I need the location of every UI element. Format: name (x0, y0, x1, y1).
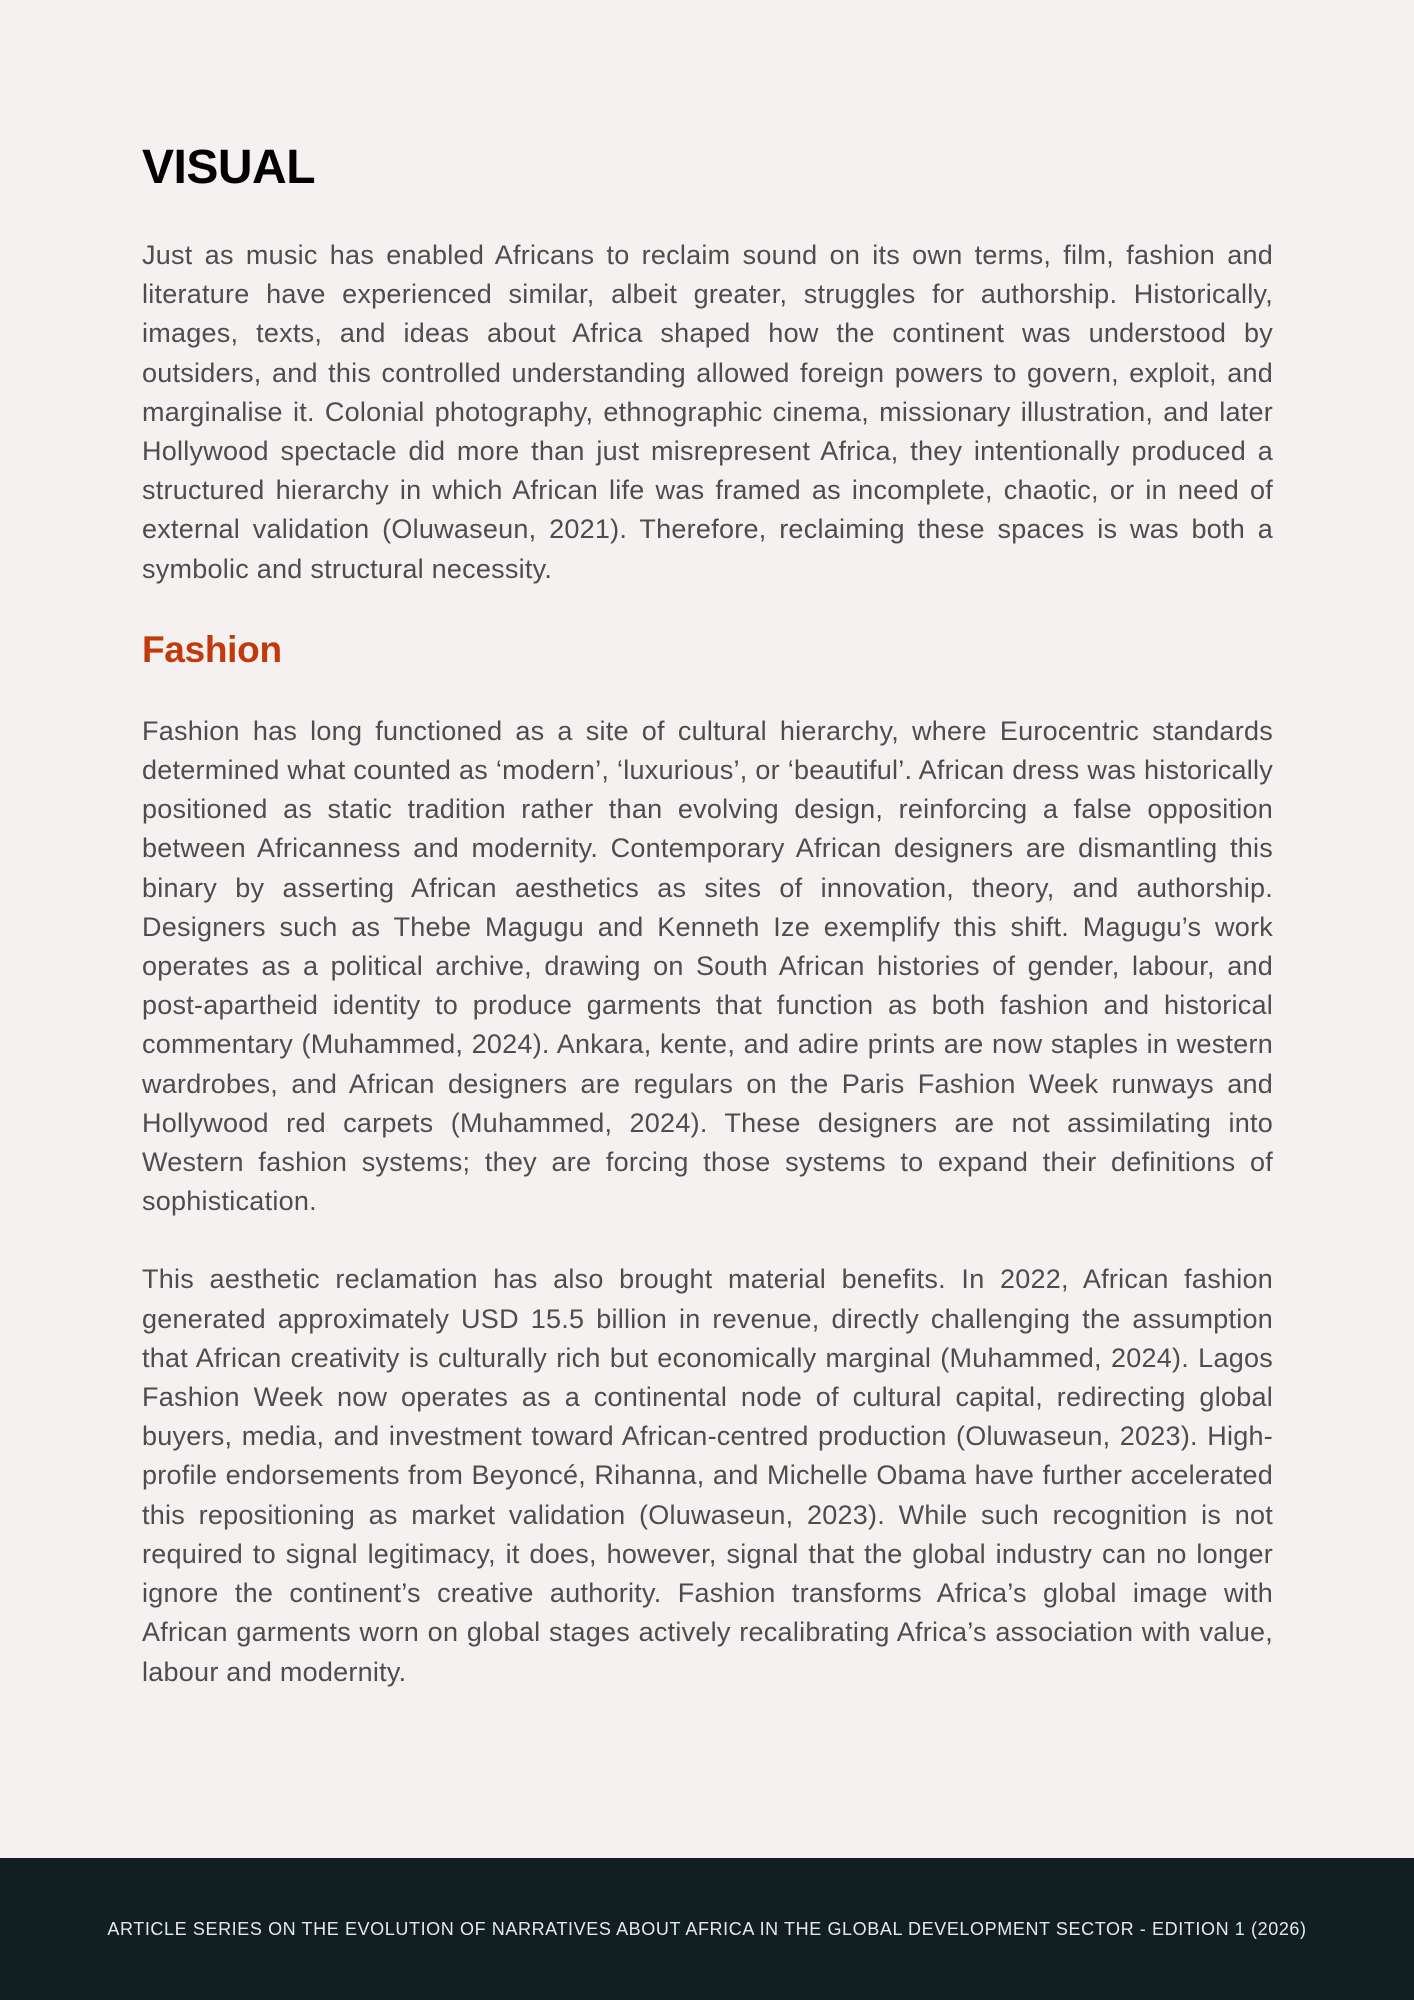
page-footer (0, 1858, 1414, 2000)
intro-paragraph: Just as music has enabled Africans to reclaim sound on its own terms, film, fashion and literature have experienced similar, albeit greater, struggles for authorship. Historically, images, texts, and ideas about Africa shaped how the continent was understood by outsiders, and this controlled understanding allowed foreign powers to govern, exploit, and marginalise it. Colonial photography, ethnographic cinema, missionary illustration, and later Hollywood spectacle did more than just misrepresent Africa, they intentionally produced a structured hierarchy in which African life was framed as incomplete, chaotic, or in need of external validation (Oluwaseun, 2021). Therefore, reclaiming these spaces is was both a symbolic and structural necessity. (142, 240, 1273, 584)
fashion-paragraph-1: Fashion has long functioned as a site of cultural hierarchy, where Eurocentric standards determined what counted as ‘modern’, ‘luxurious’, or ‘beautiful’. African dress was historically positioned as static tradition rather than evolving design, reinforcing a false opposition between Africanness and modernity. Contemporary African designers are dismantling this binary by asserting African aesthetics as sites of innovation, theory, and authorship. Designers such as Thebe Magugu and Kenneth Ize exemplify this shift. Magugu’s work operates as a political archive, drawing on South African histories of gender, labour, and post-apartheid identity to produce garments that function as both fashion and historical commentary (Muhammed, 2024). Ankara, kente, and adire prints are now staples in western wardrobes, and African designers are regulars on the Paris Fashion Week runways and Hollywood red carpets (Muhammed, 2024). These designers are not assimilating into Western fashion systems; they are forcing those systems to expand their definitions of sophistication. (142, 715, 1273, 1217)
section-title: VISUAL (142, 141, 316, 194)
fashion-paragraph-2: This aesthetic reclamation has also brought material benefits. In 2022, African fashion generated approximately USD 15.5 billion in revenue, directly challenging the assumption that African creativity is culturally rich but economically marginal (Muhammed, 2024). Lagos Fashion Week now operates as a continental node of cultural capital, redirecting global buyers, media, and investment toward African-centred production (Oluwaseun, 2023). High-profile endorsements from Beyoncé, Rihanna, and Michelle Obama have further accelerated this repositioning as market validation (Oluwaseun, 2023). While such recognition is not required to signal legitimacy, it does, however, signal that the global industry can no longer ignore the continent’s creative authority. Fashion transforms Africa’s global image with African garments worn on global stages actively recalibrating Africa’s association with value, labour and modernity. (142, 1264, 1273, 1687)
article-body (142, 140, 1273, 1731)
footer-series-label: ARTICLE SERIES ON THE EVOLUTION OF NARRATIVES ABOUT AFRICA IN THE GLOBAL DEVELOPMENT SECTOR - EDITION 1 (2026) (107, 1918, 1307, 1939)
fashion-heading: Fashion (142, 628, 282, 670)
